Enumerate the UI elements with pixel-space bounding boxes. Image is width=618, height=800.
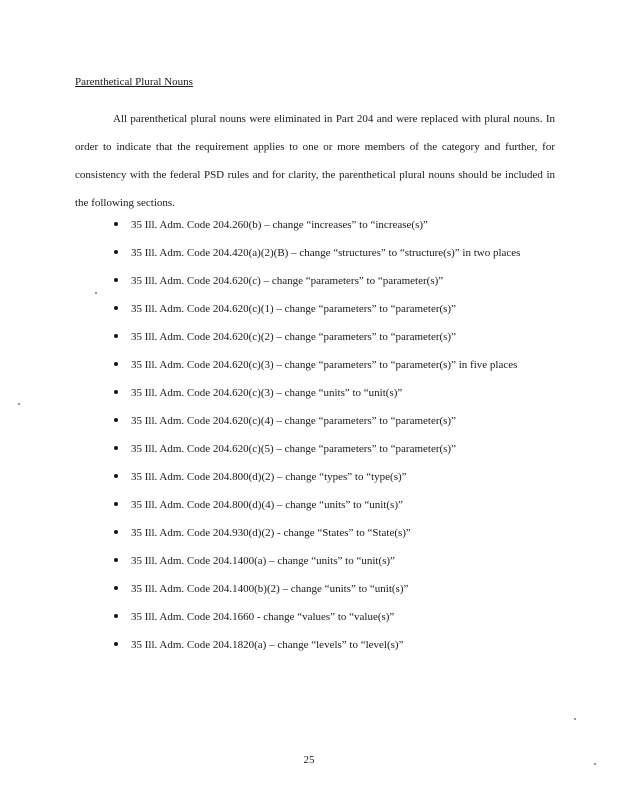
list-item [0,323,618,351]
bullet-icon [114,642,118,646]
bullet-icon [114,306,118,310]
scan-speck [574,718,576,720]
intro-paragraph: All parenthetical plural nouns were eliminated in Part 204 and were replaced with plural nouns. In order to indicate that the requirement applies to one or more members of the category and further, for consistency with the federal PSD rules and for clarity, the parenthetical plural nouns should be included in the following sections. [75,113,555,209]
list-item-text: 35 Ill. Adm. Code 204.1660 - change “values” to “value(s)” [131,611,395,623]
bullet-icon [114,222,118,226]
list-item [0,575,618,603]
bullet-icon [114,278,118,282]
bullet-icon [114,362,118,366]
list-item-text: 35 Ill. Adm. Code 204.260(b) – change “increases” to “increase(s)” [131,219,428,231]
list-item-text: 35 Ill. Adm. Code 204.930(d)(2) - change “States” to “State(s)” [131,527,411,539]
list-item [0,435,618,463]
bullet-icon [114,586,118,590]
bullet-icon [114,390,118,394]
list-item [0,603,618,631]
list-item-text: 35 Ill. Adm. Code 204.800(d)(2) – change “types” to “type(s)” [131,471,407,483]
bullet-icon [114,502,118,506]
list-item-text: 35 Ill. Adm. Code 204.620(c)(4) – change “parameters” to “parameter(s)” [131,415,456,427]
amendment-list [0,211,618,659]
bullet-icon [114,474,118,478]
bullet-icon [114,614,118,618]
scan-speck [594,763,596,765]
list-item [0,351,618,379]
list-item-text: 35 Ill. Adm. Code 204.420(a)(2)(B) – change “structures” to “structure(s)” in two places [131,247,521,259]
list-item [0,211,618,239]
list-item-text: 35 Ill. Adm. Code 204.620(c)(3) – change “units” to “unit(s)” [131,387,403,399]
list-item-text: 35 Ill. Adm. Code 204.620(c)(3) – change “parameters” to “parameter(s)” in five places [131,359,518,371]
list-item [0,463,618,491]
list-item-text: 35 Ill. Adm. Code 204.620(c) – change “parameters” to “parameter(s)” [131,275,444,287]
list-item [0,379,618,407]
list-item [0,631,618,659]
scan-speck [18,403,20,405]
list-item-text: 35 Ill. Adm. Code 204.1400(b)(2) – change “units” to “unit(s)” [131,583,409,595]
list-item [0,295,618,323]
list-item [0,519,618,547]
list-item [0,239,618,267]
list-item-text: 35 Ill. Adm. Code 204.1820(a) – change “levels” to “level(s)” [131,639,404,651]
scan-speck [95,292,97,294]
list-item [0,267,618,295]
bullet-icon [114,334,118,338]
bullet-icon [114,558,118,562]
list-item [0,547,618,575]
page-number: 25 [303,754,315,766]
list-item-text: 35 Ill. Adm. Code 204.620(c)(1) – change “parameters” to “parameter(s)” [131,303,456,315]
list-item-text: 35 Ill. Adm. Code 204.620(c)(5) – change “parameters” to “parameter(s)” [131,443,456,455]
section-heading: Parenthetical Plural Nouns [75,76,193,88]
bullet-icon [114,446,118,450]
list-item [0,491,618,519]
list-item [0,407,618,435]
list-item-text: 35 Ill. Adm. Code 204.1400(a) – change “units” to “unit(s)” [131,555,395,567]
bullet-icon [114,250,118,254]
list-item-text: 35 Ill. Adm. Code 204.620(c)(2) – change “parameters” to “parameter(s)” [131,331,456,343]
bullet-icon [114,530,118,534]
list-item-text: 35 Ill. Adm. Code 204.800(d)(4) – change “units” to “unit(s)” [131,499,403,511]
bullet-icon [114,418,118,422]
